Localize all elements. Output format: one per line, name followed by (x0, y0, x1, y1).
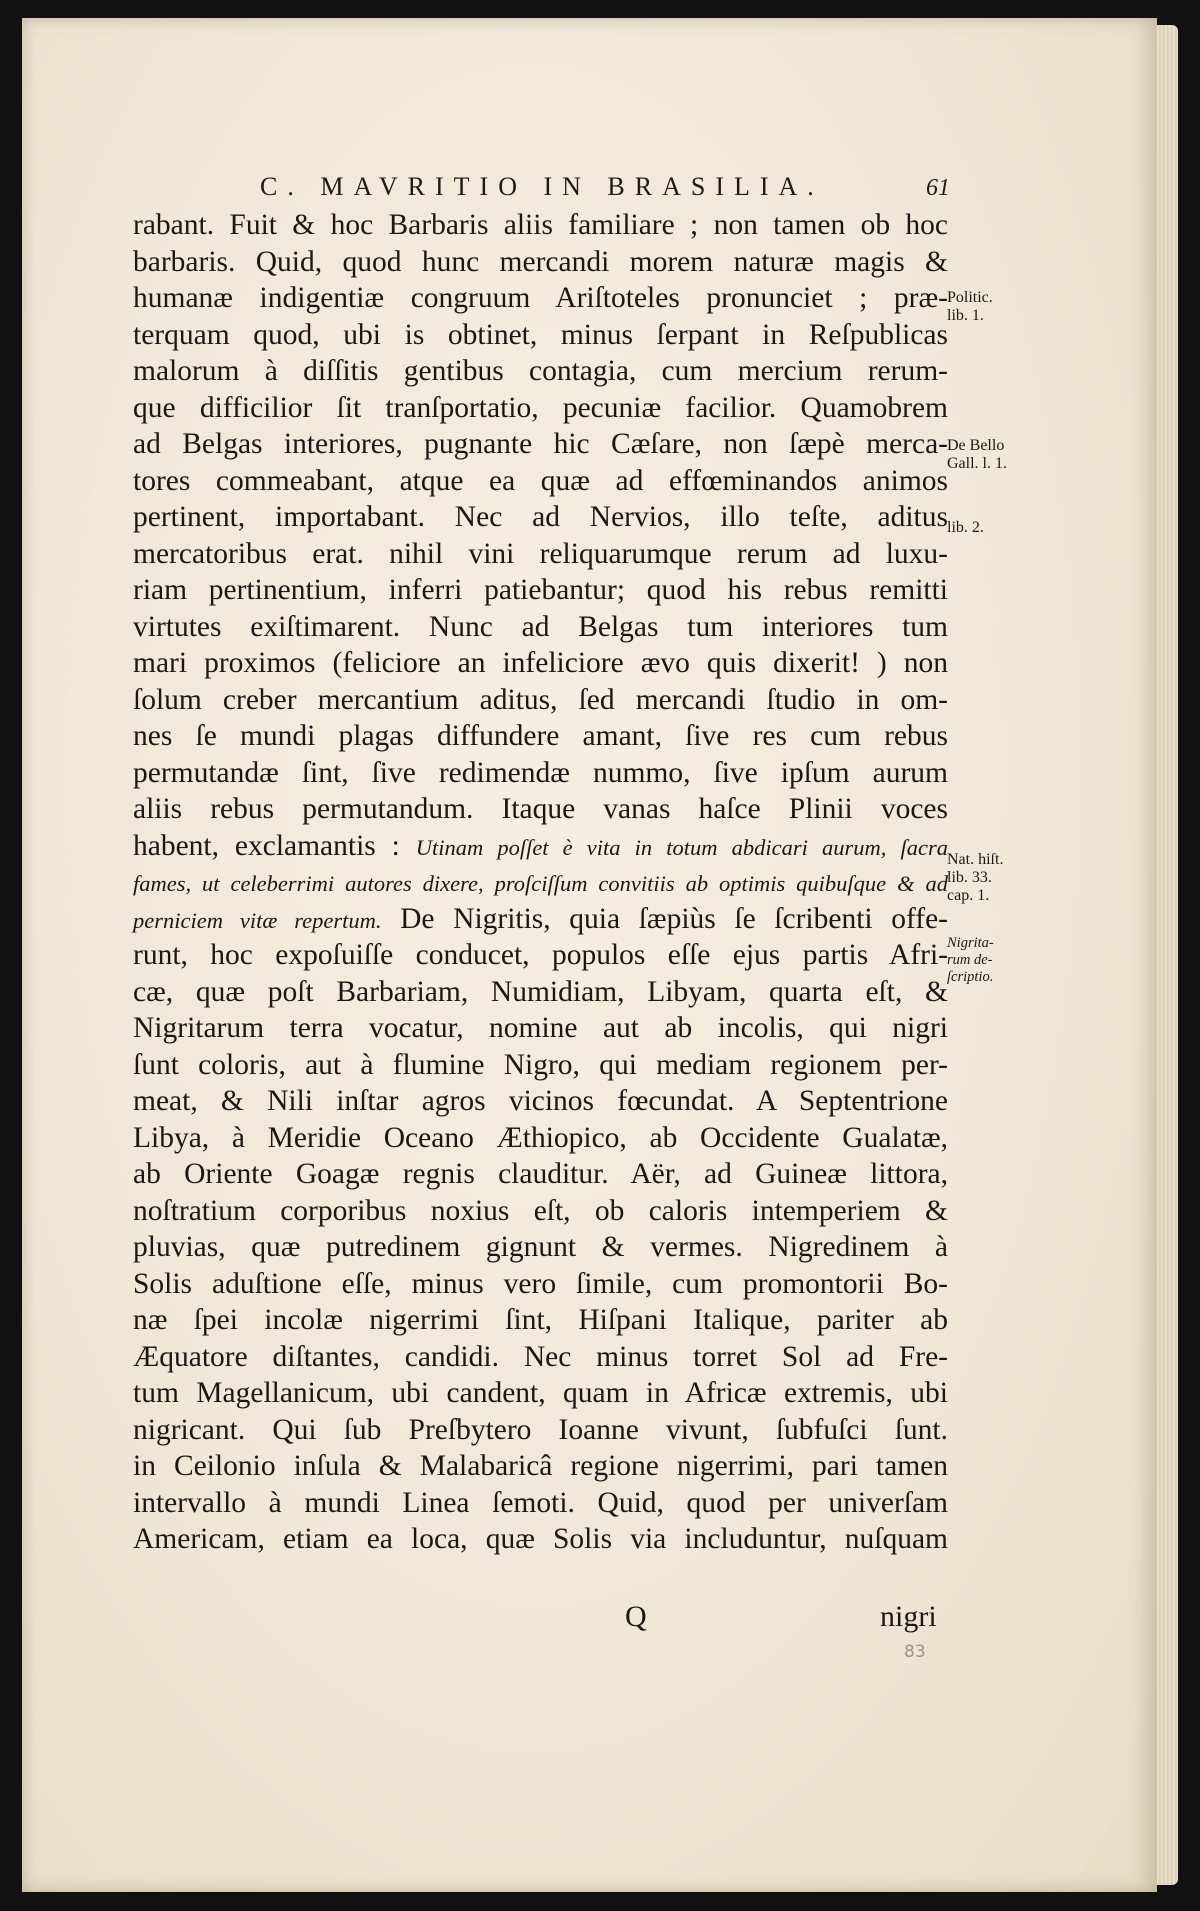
text-roman: De Nigritis, quia ſæpiùs ſe ſcribenti offe- (381, 902, 948, 935)
margin-note-politic-lib: lib. 1. (947, 307, 984, 324)
text-roman: habent, exclamantis : (133, 829, 416, 862)
pliny-quote: fames, ut celeberrimi autores dixere, proſciſſum convitiis ab optimis quibuſque & ad (133, 871, 948, 896)
text-line: Nigritarum terra vocatur, nomine aut ab incolis, qui nigri (133, 1012, 948, 1044)
margin-note-nigritarum-2: rum de- (947, 952, 993, 968)
text-line: Libya, à Meridie Oceano Æthiopico, ab Occidente Gualatæ, (133, 1121, 948, 1154)
margin-note-debello: De Bello (947, 437, 1005, 454)
text-line-mixed (133, 901, 948, 938)
text-line: mari proximos (feliciore an infeliciore ævo quis dixerit! ) non (133, 647, 948, 679)
text-line: riam pertinentium, inferri patiebantur; quod his rebus remitti (133, 574, 948, 606)
text-line: virtutes exiſtimarent. Nunc ad Belgas tum interiores tum (133, 610, 948, 643)
text-line: noſtratium corporibus noxius eſt, ob caloris intemperiem & (133, 1194, 948, 1227)
text-line: Æquatore diſtantes, candidi. Nec minus torret Sol ad Fre- (133, 1340, 948, 1373)
pencil-annotation: 83 (904, 1642, 926, 1662)
text-line: ad Belgas interiores, pugnante hic Cæſare, non ſæpè merca- (133, 428, 948, 460)
text-line-mixed (133, 828, 948, 865)
text-line: næ ſpei incolæ nigerrimi ſint, Hiſpani Italique, pariter ab (133, 1304, 948, 1336)
text-line: ſolum creber mercantium aditus, ſed mercandi ſtudio in om- (133, 683, 948, 716)
text-line: tores commeabant, atque ea quæ ad effœminandos animos (133, 464, 948, 497)
pliny-quote-line (133, 864, 948, 901)
signature-mark: Q (625, 1600, 647, 1633)
text-line: intervallo à mundi Linea ſemoti. Quid, quod per univerſam (133, 1486, 948, 1519)
body-text (133, 207, 948, 1558)
text-line: cæ, quæ poſt Barbariam, Numidiam, Libyam, quarta eſt, & (133, 975, 948, 1008)
text-line: mercatoribus erat. nihil vini reliquarumque rerum ad luxu- (133, 537, 948, 570)
text-line: runt, hoc expoſuiſſe conducet, populos eſſe ejus partis Afri- (133, 939, 948, 971)
margin-note-nathist: Nat. hiſt. (947, 851, 1004, 868)
margin-note-lib2: lib. 2. (947, 519, 984, 536)
text-line: aliis rebus permutandum. Itaque vanas haſce Plinii voces (133, 793, 948, 825)
text-line: barbaris. Quid, quod hunc mercandi morem naturæ magis & (133, 245, 948, 278)
catchword: nigri (880, 1600, 937, 1633)
margin-note-nathist-lib: lib. 33. (947, 869, 992, 886)
text-line: que difficilior ſit tranſportatio, pecuniæ facilior. Quamobrem (133, 391, 948, 424)
margin-note-nathist-cap: cap. 1. (947, 887, 990, 904)
text-line: humanæ indigentiæ congruum Ariſtoteles pronunciet ; præ- (133, 282, 948, 314)
text-line: nigricant. Qui ſub Preſbytero Ioanne vivunt, ſubfuſci ſunt. (133, 1413, 948, 1446)
margin-note-nigritarum-1: Nigrita- (947, 935, 994, 951)
text-line: tum Magellanicum, ubi candent, quam in Africæ extremis, ubi (133, 1377, 948, 1409)
text-line: in Ceilonio inſula & Malabaricâ regione nigerrimi, pari tamen (133, 1450, 948, 1482)
text-line: rabant. Fuit & hoc Barbaris aliis familiare ; non tamen ob hoc (133, 209, 948, 241)
text-line: ab Oriente Goagæ regnis clauditur. Aër, ad Guineæ littora, (133, 1158, 948, 1190)
running-title: C. MAVRITIO IN BRASILIA. (260, 172, 824, 201)
margin-note-nigritarum-3: ſcriptio. (947, 969, 994, 985)
text-line: pertinent, importabant. Nec ad Nervios, illo teſte, aditus (133, 501, 948, 533)
margin-note-politic: Politic. (947, 289, 993, 306)
text-line: nes ſe mundi plagas diffundere amant, ſive res cum rebus (133, 720, 948, 752)
text-line: Americam, etiam ea loca, quæ Solis via includuntur, nuſquam (133, 1523, 948, 1555)
text-line: malorum à diſſitis gentibus contagia, cum mercium rerum- (133, 355, 948, 387)
pliny-quote: perniciem vitæ repertum. (133, 907, 382, 933)
text-line: Solis aduſtione eſſe, minus vero ſimile, cum promontorii Bo- (133, 1267, 948, 1300)
running-head (260, 172, 950, 202)
pliny-quote: Utinam poſſet è vita in totum abdicari aurum, ſacra (415, 834, 948, 860)
text-line: permutandæ ſint, ſive redimendæ nummo, ſive ipſum aurum (133, 756, 948, 789)
margin-note-debello-gall: Gall. l. 1. (947, 455, 1007, 472)
text-line: ſunt coloris, aut à flumine Nigro, qui mediam regionem per- (133, 1048, 948, 1081)
text-line: meat, & Nili inſtar agros vicinos fœcundat. A Septentrione (133, 1085, 948, 1117)
page-number: 61 (926, 175, 950, 201)
text-line: pluvias, quæ putredinem gignunt & vermes. Nigredinem à (133, 1231, 948, 1263)
text-line: terquam quod, ubi is obtinet, minus ſerpant in Reſpublicas (133, 318, 948, 351)
